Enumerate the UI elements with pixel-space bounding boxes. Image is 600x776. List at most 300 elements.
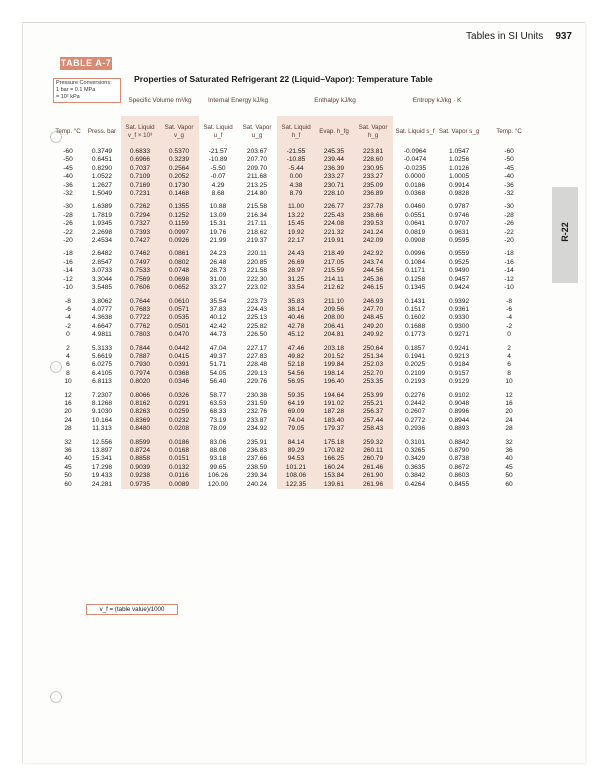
cell-temp: 12 [64, 391, 72, 399]
cell-temp-right: -8 [506, 297, 512, 305]
footnote: v_f = (table value)/1000 [86, 604, 178, 615]
cell-hg: 253.99 [353, 392, 393, 400]
cell-vg: 0.3239 [159, 156, 199, 164]
table-header [53, 86, 537, 148]
cell-press: 1.2627 [91, 181, 113, 189]
cell-uf: 13.09 [209, 211, 227, 219]
cell-hg: 244.56 [353, 267, 393, 275]
cell-hf: 94.53 [277, 455, 315, 463]
cell-vf: 0.7974 [121, 370, 159, 378]
cell-hf: 47.46 [277, 345, 315, 353]
cell-temp: -22 [63, 228, 73, 236]
cell-vg: 0.1252 [159, 212, 199, 220]
cell-ug: 222.30 [246, 275, 268, 283]
cell-ug: 228.48 [246, 361, 268, 369]
cell-vf: 0.7803 [121, 331, 159, 339]
cell-ug: 231.59 [246, 399, 268, 407]
cell-uf: 19.76 [209, 228, 227, 236]
cell-hf: 33.54 [277, 284, 315, 292]
cell-sf: 0.2607 [404, 408, 426, 416]
cell-ug: 239.34 [246, 472, 268, 480]
header-temp: Temp. °C [55, 127, 81, 135]
cell-temp: 50 [64, 472, 72, 480]
cell-uf: 24.23 [209, 250, 227, 258]
cell-uf: 93.18 [209, 455, 227, 463]
cell-sg: 0.9595 [448, 237, 470, 245]
cell-ug: 227.83 [246, 352, 268, 360]
cell-sf: 0.0000 [404, 173, 426, 181]
table-row [53, 190, 537, 198]
cell-ug: 229.76 [246, 378, 268, 386]
cell-sg: 0.9300 [448, 322, 470, 330]
cell-sf: 0.0551 [404, 211, 426, 219]
cell-hg: 236.89 [353, 190, 393, 198]
page-number: 937 [555, 31, 572, 42]
running-title: Tables in SI Units [466, 31, 544, 42]
cell-vf: 0.8162 [121, 400, 159, 408]
cell-ug: 214.80 [246, 190, 268, 198]
cell-temp-right: 6 [507, 361, 511, 369]
cell-uf: 15.31 [209, 220, 227, 228]
header-enthalpy: Enthalpy kJ/kg [314, 97, 356, 104]
cell-ug: 223.73 [246, 297, 268, 305]
cell-hg: 248.45 [353, 314, 393, 322]
cell-vg: 0.0501 [159, 323, 199, 331]
cell-hg: 249.92 [353, 331, 393, 339]
cell-hg: 259.32 [353, 439, 393, 447]
cell-sf: 0.2772 [404, 416, 426, 424]
cell-temp: 0 [66, 331, 70, 339]
cell-vf: 0.7109 [121, 173, 159, 181]
cell-sf: 0.0186 [404, 181, 426, 189]
table-row [53, 481, 537, 489]
cell-temp: -4 [65, 314, 71, 322]
cell-uf: 83.06 [209, 438, 227, 446]
cell-uf: 58.77 [209, 391, 227, 399]
cell-vf: 0.7294 [121, 212, 159, 220]
cell-hg: 246.93 [353, 298, 393, 306]
cell-temp: -12 [63, 275, 73, 283]
cell-vf: 0.7606 [121, 284, 159, 292]
cell-sf: 0.0819 [404, 228, 426, 236]
cell-temp-right: -20 [504, 237, 514, 245]
cell-vg: 0.1159 [159, 220, 199, 228]
cell-temp: 16 [64, 399, 72, 407]
cell-temp: 28 [64, 425, 72, 433]
cell-temp-right: 32 [505, 438, 513, 446]
cell-hf: 84.14 [277, 439, 315, 447]
cell-hg: 250.64 [353, 345, 393, 353]
cell-press: 0.8290 [91, 164, 113, 172]
cell-temp-right: -32 [504, 190, 514, 198]
table-row [53, 370, 537, 378]
cell-sg: 0.9330 [448, 314, 470, 322]
cell-hfg: 217.05 [315, 259, 353, 267]
cell-press: 1.0522 [91, 173, 113, 181]
cell-uf: 42.42 [209, 322, 227, 330]
cell-press: 3.8062 [91, 297, 113, 305]
cell-hf: 8.79 [277, 190, 315, 198]
cell-vg: 0.0326 [159, 392, 199, 400]
cell-vg: 0.0186 [159, 439, 199, 447]
cell-sf: 0.3101 [404, 438, 426, 446]
cell-press: 8.1268 [91, 399, 113, 407]
cell-sg: 1.0547 [448, 148, 470, 155]
cell-vg: 0.0391 [159, 361, 199, 369]
cell-hfg: 204.81 [315, 331, 353, 339]
cell-uf: -0.07 [210, 173, 226, 181]
cell-vg: 0.0116 [159, 472, 199, 480]
cell-vf: 0.7683 [121, 306, 159, 314]
cell-press: 6.4105 [91, 369, 113, 377]
cell-temp-right: 12 [505, 391, 513, 399]
cell-sf: 0.2109 [404, 369, 426, 377]
cell-temp: -26 [63, 220, 73, 228]
cell-sg: 1.0005 [448, 173, 470, 181]
cell-vf: 0.8858 [121, 455, 159, 463]
cell-press: 4.0777 [91, 305, 113, 313]
header-hg: Sat. Vapor h_g [353, 116, 393, 148]
cell-temp-right: -28 [504, 211, 514, 219]
cell-hg: 261.96 [353, 481, 393, 489]
cell-hfg: 170.82 [315, 447, 353, 455]
cell-ug: 237.66 [246, 455, 268, 463]
cell-sf: 0.0460 [404, 203, 426, 211]
table-row [53, 250, 537, 258]
cell-sf: 0.1602 [404, 314, 426, 322]
side-tab [552, 187, 578, 283]
cell-vf: 0.7762 [121, 323, 159, 331]
cell-sg: 0.9424 [448, 284, 470, 292]
cell-hfg: 233.27 [315, 173, 353, 181]
cell-temp: -30 [63, 203, 73, 211]
cell-press: 2.2698 [91, 228, 113, 236]
cell-sf: 0.2936 [404, 425, 426, 433]
cell-temp: -14 [63, 267, 73, 275]
cell-vf: 0.8020 [121, 378, 159, 386]
cell-hg: 257.44 [353, 417, 393, 425]
cell-press: 24.281 [91, 480, 113, 488]
cell-temp-right: 4 [507, 352, 511, 360]
cell-sf: -0.0474 [403, 156, 427, 164]
cell-hg: 258.43 [353, 425, 393, 433]
cell-hg: 256.37 [353, 408, 393, 416]
cell-vf: 0.9238 [121, 472, 159, 480]
table-row [53, 345, 537, 353]
cell-hg: 252.70 [353, 370, 393, 378]
header-ug: Sat. Vapor u_g [242, 123, 272, 139]
cell-uf: 28.73 [209, 267, 227, 275]
cell-hf: 13.22 [277, 212, 315, 220]
table-row [53, 182, 537, 190]
cell-sg: 0.8790 [448, 447, 470, 454]
cell-hg: 260.11 [353, 447, 393, 455]
cell-sf: 0.2193 [404, 378, 426, 386]
cell-ug: 218.62 [246, 228, 268, 236]
cell-sg: 0.9129 [448, 378, 470, 386]
cell-temp: -32 [63, 190, 73, 198]
cell-sf: 0.3842 [404, 472, 426, 480]
cell-sf: 0.3265 [404, 447, 426, 454]
cell-vf: 0.9735 [121, 481, 159, 489]
cell-ug: 236.83 [246, 447, 268, 454]
cell-vg: 0.0442 [159, 345, 199, 353]
cell-uf: 40.12 [209, 314, 227, 322]
cell-ug: 238.59 [246, 463, 268, 471]
cell-vg: 0.0861 [159, 250, 199, 258]
cell-vf: 0.7844 [121, 345, 159, 353]
cell-ug: 227.17 [246, 344, 268, 352]
cell-vg: 0.2564 [159, 165, 199, 173]
cell-sg: 0.9048 [448, 399, 470, 407]
cell-uf: -10.89 [208, 156, 228, 164]
table-row [53, 203, 537, 211]
cell-hg: 251.34 [353, 353, 393, 361]
table-row [53, 464, 537, 472]
cell-sg: 0.8996 [448, 408, 470, 416]
cell-vf: 0.7231 [121, 190, 159, 198]
cell-sg: 0.9241 [448, 344, 470, 352]
cell-temp-right: -30 [504, 203, 514, 211]
cell-hg: 241.24 [353, 229, 393, 237]
cell-sg: 0.9184 [448, 361, 470, 369]
cell-sg: 0.9631 [448, 228, 470, 236]
cell-vf: 0.7262 [121, 203, 159, 211]
cell-hfg: 225.43 [315, 212, 353, 220]
cell-hfg: 245.35 [315, 148, 353, 156]
cell-vf: 0.6966 [121, 156, 159, 164]
cell-vg: 0.2052 [159, 173, 199, 181]
cell-vf: 0.7327 [121, 220, 159, 228]
cell-hfg: 219.91 [315, 237, 353, 245]
cell-hf: 15.45 [277, 220, 315, 228]
cell-temp: 4 [66, 352, 70, 360]
cell-press: 4.3638 [91, 314, 113, 322]
cell-vf: 0.7427 [121, 237, 159, 245]
cell-hg: 223.81 [353, 148, 393, 156]
cell-uf: 31.00 [209, 275, 227, 283]
cell-temp: 40 [64, 455, 72, 463]
cell-vf: 0.7533 [121, 267, 159, 275]
cell-hf: 31.25 [277, 276, 315, 284]
cell-hg: 230.95 [353, 165, 393, 173]
cell-hf: 26.69 [277, 259, 315, 267]
table-row [53, 220, 537, 228]
cell-ug: 211.68 [247, 173, 267, 181]
cell-press: 9.1030 [91, 408, 113, 416]
cell-hg: 261.90 [353, 472, 393, 480]
cell-vg: 0.0151 [159, 455, 199, 463]
cell-hfg: 191.02 [315, 400, 353, 408]
binder-hole [50, 691, 62, 703]
cell-temp: 8 [66, 369, 70, 377]
cell-temp: -16 [63, 258, 73, 266]
cell-sg: 0.9157 [448, 369, 470, 377]
cell-hg: 239.53 [353, 220, 393, 228]
cell-hg: 255.21 [353, 400, 393, 408]
cell-uf: 8.68 [211, 190, 225, 198]
cell-hfg: 230.71 [315, 182, 353, 190]
note-line: 1 bar = 0.1 MPa [56, 87, 96, 93]
cell-temp: -20 [63, 237, 73, 245]
table-title: Properties of Saturated Refrigerant 22 (Liquid–Vapor): Temperature Table [134, 74, 433, 84]
cell-temp-right: 24 [505, 416, 513, 424]
table-row [53, 331, 537, 339]
cell-sf: 0.1941 [404, 352, 426, 360]
cell-ug: 240.24 [246, 480, 268, 488]
cell-hf: 56.95 [277, 378, 315, 386]
cell-hg: 242.92 [353, 250, 393, 258]
cell-sg: 0.9361 [448, 305, 470, 313]
cell-hfg: 183.40 [315, 417, 353, 425]
cell-temp: 45 [64, 463, 72, 471]
cell-sg: 0.9787 [448, 203, 470, 211]
cell-sg: 0.9707 [448, 220, 470, 228]
cell-vg: 0.0132 [159, 464, 199, 472]
table-row [53, 323, 537, 331]
table-row [53, 408, 537, 416]
cell-temp: -36 [63, 181, 73, 189]
cell-hfg: 187.28 [315, 408, 353, 416]
cell-hf: 11.00 [277, 203, 315, 211]
header-sg: Sat. Vapor s_g [438, 127, 480, 135]
cell-temp: -50 [63, 156, 73, 164]
cell-hf: 35.83 [277, 298, 315, 306]
cell-vg: 0.0748 [159, 267, 199, 275]
cell-temp: -10 [63, 284, 73, 292]
cell-hf: 122.35 [277, 481, 315, 489]
cell-temp-right: -60 [504, 148, 514, 155]
cell-ug: 232.76 [246, 408, 268, 416]
cell-uf: 49.37 [209, 352, 227, 360]
cell-hfg: 221.32 [315, 229, 353, 237]
cell-hfg: 198.14 [315, 370, 353, 378]
cell-press: 1.9345 [91, 220, 113, 228]
cell-hfg: 196.40 [315, 378, 353, 386]
cell-vf: 0.7930 [121, 361, 159, 369]
table-row [53, 361, 537, 369]
table-row [53, 392, 537, 400]
cell-temp-right: -26 [504, 220, 514, 228]
cell-temp-right: -40 [504, 173, 514, 181]
cell-sg: 0.9525 [448, 258, 470, 266]
cell-temp-right: -6 [506, 305, 512, 313]
cell-sg: 0.9102 [448, 391, 470, 399]
cell-hf: 24.43 [277, 250, 315, 258]
cell-sg: 0.8603 [448, 472, 470, 480]
cell-ug: 225.82 [246, 322, 268, 330]
property-table [53, 86, 537, 489]
cell-hf: 59.35 [277, 392, 315, 400]
table-row [53, 165, 537, 173]
cell-ug: 215.58 [246, 203, 268, 211]
cell-hfg: 236.39 [315, 165, 353, 173]
cell-press: 3.0733 [91, 267, 113, 275]
cell-vf: 0.7497 [121, 259, 159, 267]
cell-press: 4.9811 [92, 331, 112, 339]
header-press: Press. bar [87, 127, 117, 135]
cell-hfg: 226.77 [315, 203, 353, 211]
cell-vg: 0.0208 [159, 425, 199, 433]
cell-hfg: 211.10 [315, 298, 353, 306]
cell-vf: 0.8263 [121, 408, 159, 416]
cell-vg: 0.0415 [159, 353, 199, 361]
cell-sf: 0.1857 [404, 344, 426, 352]
cell-hfg: 203.18 [315, 345, 353, 353]
table-row [53, 284, 537, 292]
cell-sf: 0.2276 [404, 391, 426, 399]
cell-ug: 216.34 [246, 211, 268, 219]
cell-sg: 0.9746 [448, 211, 470, 219]
cell-vg: 0.1730 [159, 182, 199, 190]
cell-temp-right: 28 [505, 425, 513, 433]
cell-vg: 0.5370 [159, 148, 199, 156]
cell-ug: 213.25 [246, 181, 268, 189]
table-body [53, 148, 537, 489]
cell-ug: 217.11 [247, 220, 267, 228]
cell-hg: 238.66 [353, 212, 393, 220]
cell-uf: 35.54 [209, 297, 227, 305]
cell-hf: 19.92 [277, 229, 315, 237]
note-line: Pressure Conversions: [56, 80, 112, 86]
cell-hfg: 215.59 [315, 267, 353, 275]
cell-press: 10.164 [91, 416, 113, 424]
cell-ug: 234.92 [246, 425, 268, 433]
cell-vf: 0.7393 [121, 229, 159, 237]
cell-vg: 0.0652 [159, 284, 199, 292]
cell-hg: 249.20 [353, 323, 393, 331]
cell-hf: 40.46 [277, 314, 315, 322]
cell-vg: 0.1468 [159, 190, 199, 198]
cell-uf: 33.27 [209, 284, 227, 292]
table-row [53, 173, 537, 181]
cell-temp-right: -14 [504, 267, 514, 275]
table-row [53, 212, 537, 220]
cell-hg: 228.60 [353, 156, 393, 164]
cell-hf: 22.17 [277, 237, 315, 245]
cell-hfg: 212.62 [315, 284, 353, 292]
cell-press: 2.4534 [91, 237, 113, 245]
cell-uf: 54.05 [209, 369, 227, 377]
cell-ug: 229.13 [246, 369, 268, 377]
cell-vf: 0.8369 [121, 417, 159, 425]
cell-sg: 0.8842 [448, 438, 470, 446]
cell-sf: 0.4264 [404, 480, 426, 488]
cell-vg: 0.0698 [159, 276, 199, 284]
header-hf: Sat. Liquid h_f [277, 116, 315, 148]
cell-press: 6.8113 [92, 378, 112, 386]
table-row [53, 417, 537, 425]
cell-temp-right: 8 [507, 369, 511, 377]
cell-hfg: 209.56 [315, 306, 353, 314]
cell-hg: 261.46 [353, 464, 393, 472]
cell-hg: 242.09 [353, 237, 393, 245]
cell-sf: 0.1171 [405, 267, 425, 275]
cell-vg: 0.0571 [159, 306, 199, 314]
cell-temp-right: 60 [505, 480, 513, 488]
cell-ug: 225.13 [246, 314, 268, 322]
cell-sg: 0.9490 [448, 267, 470, 275]
table-row [53, 148, 537, 156]
cell-temp-right: -4 [506, 314, 512, 322]
cell-ug: 220.11 [247, 250, 267, 258]
table-row [53, 378, 537, 386]
cell-uf: 73.19 [209, 416, 227, 424]
cell-temp-right: 10 [505, 378, 513, 386]
cell-press: 12.556 [91, 438, 113, 446]
cell-vg: 0.1355 [159, 203, 199, 211]
cell-press: 2.6482 [91, 250, 113, 258]
